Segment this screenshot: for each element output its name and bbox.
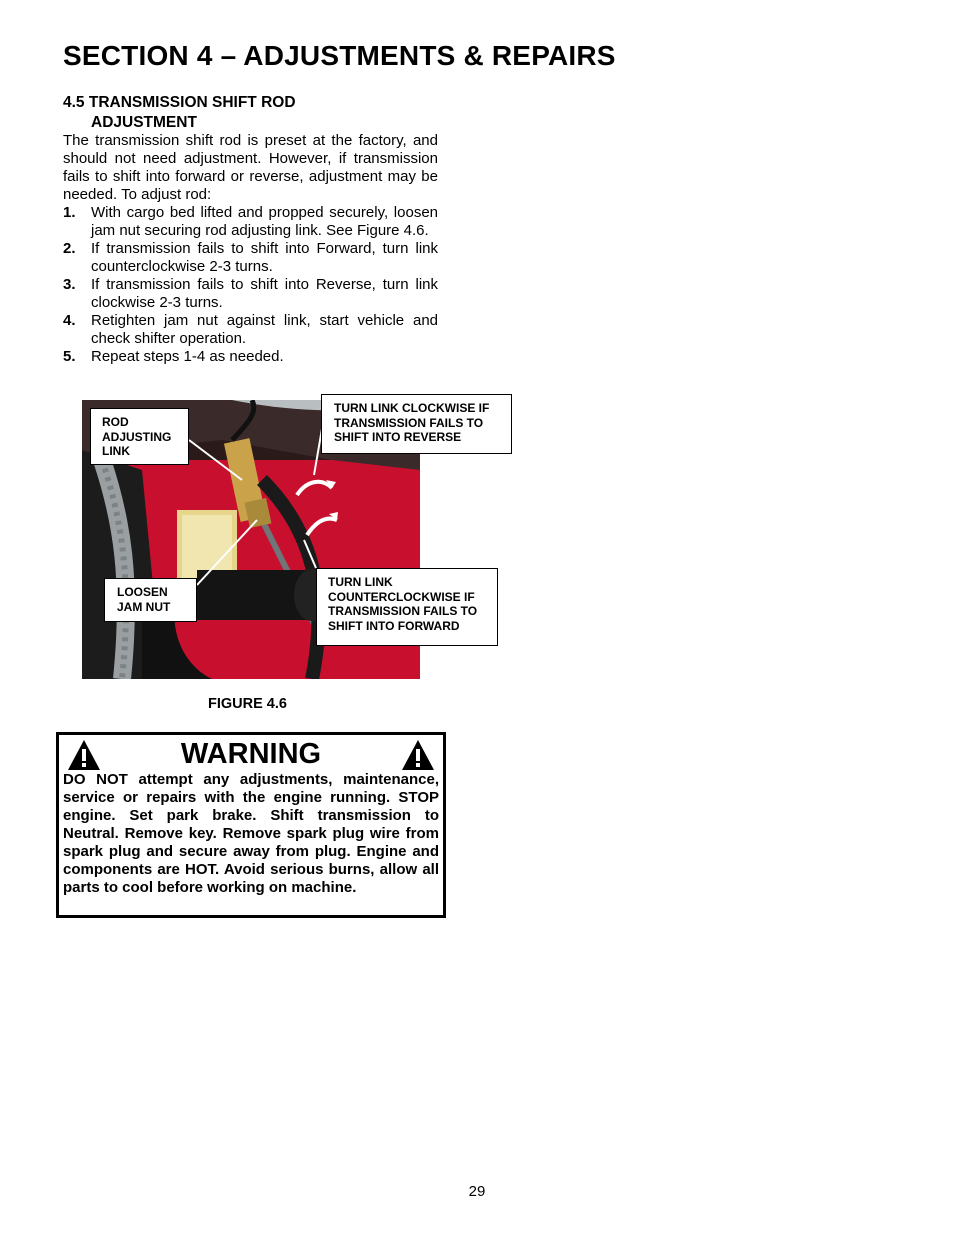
- callout-line: SHIFT INTO FORWARD: [328, 618, 460, 633]
- step-text: Retighten jam nut against link, start vehicle and check shifter operation.: [91, 312, 438, 347]
- step-number: 4.: [63, 312, 76, 329]
- callout-line: COUNTERCLOCKWISE IF: [328, 589, 475, 604]
- callout-line: TURN LINK: [328, 575, 393, 589]
- body-text: [63, 132, 438, 366]
- subsection-title-line2: ADJUSTMENT: [91, 114, 197, 131]
- callout-line: ADJUSTING: [102, 429, 172, 444]
- callout-line: ROD: [102, 415, 129, 429]
- step-item: [63, 312, 438, 348]
- warning-text: DO NOT attempt any adjustments, maintenance, service or repairs with the engine running. STOP engine. Set park brake. Shift transmission to Neutral. Remove key. Remove spark plug wire from spark plug and secure away from plug. Engine and components are HOT. Avoid serious burns, allow all parts to cool before working on machine.: [63, 771, 439, 896]
- step-item: [63, 348, 438, 366]
- step-number: 1.: [63, 204, 76, 221]
- warning-box: [56, 732, 446, 918]
- callout-loosen-jam-nut: [104, 578, 197, 622]
- warning-triangle-icon: [401, 739, 435, 771]
- callout-line: TRANSMISSION FAILS TO: [334, 415, 484, 430]
- callout-rod-adjusting-link: [90, 408, 189, 465]
- page-number: 29: [468, 1183, 486, 1200]
- callout-line: LOOSEN: [117, 585, 168, 599]
- step-number: 3.: [63, 276, 76, 293]
- subsection-title-line1: 4.5 TRANSMISSION SHIFT ROD: [63, 94, 296, 111]
- callout-line: SHIFT INTO REVERSE: [334, 430, 462, 444]
- callout-line: TURN LINK CLOCKWISE IF: [334, 401, 490, 415]
- step-item: [63, 276, 438, 312]
- step-text: If transmission fails to shift into Reverse, turn link clockwise 2-3 turns.: [91, 276, 438, 311]
- step-text: If transmission fails to shift into Forward, turn link counterclockwise 2-3 turns.: [91, 240, 438, 275]
- figure-caption: FIGURE 4.6: [208, 696, 287, 712]
- step-text: With cargo bed lifted and propped securely, loosen jam nut securing rod adjusting link. See Figure 4.6.: [91, 204, 438, 239]
- step-number: 5.: [63, 348, 76, 365]
- step-number: 2.: [63, 240, 76, 257]
- callout-line: JAM NUT: [117, 599, 171, 614]
- callout-reverse: [321, 394, 512, 454]
- callout-line: LINK: [102, 444, 130, 458]
- adjustment-steps: [63, 204, 438, 366]
- intro-paragraph: The transmission shift rod is preset at the factory, and should not need adjustment. However, if transmission fails to shift into forward or reverse, adjustment may be needed. To adjust rod:: [63, 132, 438, 203]
- callout-line: TRANSMISSION FAILS TO: [328, 604, 478, 618]
- callout-forward: [316, 568, 498, 646]
- step-item: [63, 204, 438, 240]
- step-text: Repeat steps 1-4 as needed.: [91, 348, 284, 365]
- subsection-heading: [63, 93, 296, 133]
- warning-title: WARNING: [180, 738, 322, 770]
- step-item: [63, 240, 438, 276]
- section-title: SECTION 4 – ADJUSTMENTS & REPAIRS: [63, 40, 616, 71]
